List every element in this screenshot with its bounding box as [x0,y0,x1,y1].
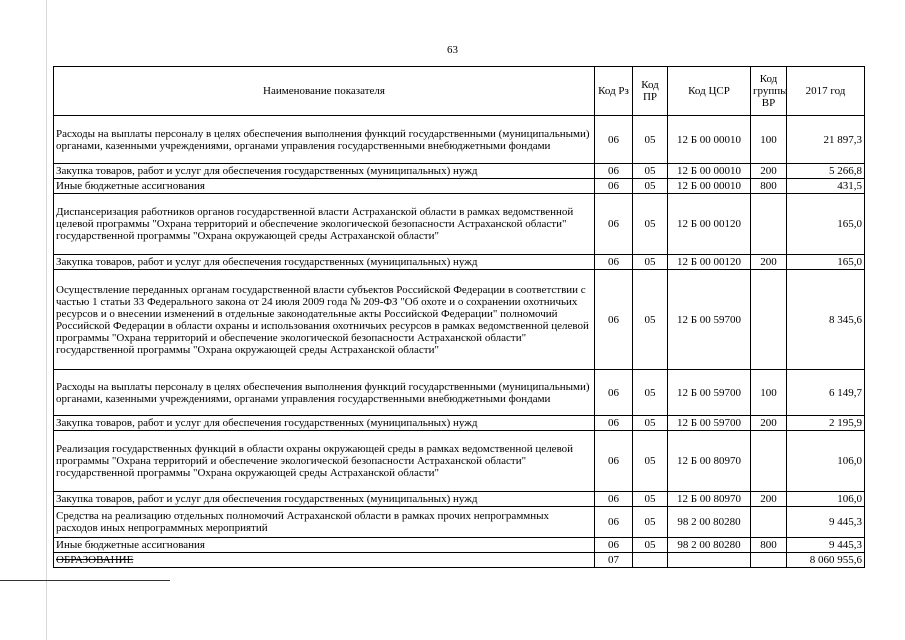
row-name: Расходы на выплаты персоналу в целях обеспечения выполнения функций государственными (муниципальными) органами, казенными учреждениями, органами управления государственными внебюджетными фондами [54,116,595,164]
table-row [54,194,865,255]
header-name: Наименование показателя [54,67,595,116]
row-vr: 100 [751,116,787,164]
row-rz: 06 [595,416,633,431]
row-vr: 200 [751,416,787,431]
row-rz: 06 [595,255,633,270]
row-amount: 165,0 [787,194,865,255]
row-csr: 12 Б 00 59700 [668,416,751,431]
row-name: Закупка товаров, работ и услуг для обеспечения государственных (муниципальных) нужд [54,255,595,270]
row-rz: 06 [595,116,633,164]
row-amount: 106,0 [787,492,865,507]
row-pr: 05 [633,270,668,370]
row-rz: 06 [595,431,633,492]
table-row [54,116,865,164]
row-pr: 05 [633,507,668,538]
table-row [54,255,865,270]
row-rz: 06 [595,507,633,538]
row-rz: 07 [595,553,633,568]
scan-margin-line [46,0,47,640]
row-pr: 05 [633,370,668,416]
row-amount: 6 149,7 [787,370,865,416]
row-vr [751,270,787,370]
row-name: Расходы на выплаты персоналу в целях обеспечения выполнения функций государственными (муниципальными) органами, казенными учреждениями, органами управления государственными внебюджетными фондами [54,370,595,416]
row-csr: 12 Б 00 59700 [668,370,751,416]
row-pr: 05 [633,255,668,270]
row-csr: 12 Б 00 00010 [668,116,751,164]
table-row [54,416,865,431]
header-csr: Код ЦСР [668,67,751,116]
row-csr: 12 Б 00 80970 [668,492,751,507]
table-row [54,164,865,179]
table-row [54,492,865,507]
row-rz: 06 [595,492,633,507]
page-number: 63 [447,44,458,56]
row-pr: 05 [633,179,668,194]
row-pr: 05 [633,194,668,255]
row-csr: 12 Б 00 00120 [668,255,751,270]
row-vr [751,553,787,568]
row-vr [751,431,787,492]
row-name: Закупка товаров, работ и услуг для обеспечения государственных (муниципальных) нужд [54,416,595,431]
table-row [54,538,865,553]
row-amount: 9 445,3 [787,538,865,553]
row-csr: 12 Б 00 00010 [668,179,751,194]
row-rz: 06 [595,538,633,553]
table-row [54,179,865,194]
row-csr: 12 Б 00 80970 [668,431,751,492]
row-csr: 98 2 00 80280 [668,538,751,553]
row-vr: 200 [751,255,787,270]
header-rz: Код Рз [595,67,633,116]
row-pr: 05 [633,492,668,507]
row-rz: 06 [595,370,633,416]
row-name [54,553,595,568]
table-row [54,370,865,416]
row-name: Средства на реализацию отдельных полномочий Астраханской области в рамках прочих непрограммных расходов иных непрограммных мероприятий [54,507,595,538]
row-name: Закупка товаров, работ и услуг для обеспечения государственных (муниципальных) нужд [54,492,595,507]
table-row [54,507,865,538]
row-name: Иные бюджетные ассигнования [54,179,595,194]
table-header-row [54,67,865,116]
row-csr: 98 2 00 80280 [668,507,751,538]
budget-table [53,66,865,568]
row-amount: 2 195,9 [787,416,865,431]
row-amount: 106,0 [787,431,865,492]
row-name: Иные бюджетные ассигнования [54,538,595,553]
table-row [54,553,865,568]
row-amount: 9 445,3 [787,507,865,538]
row-name-text: ОБРАЗОВАНИЕ [56,554,134,566]
row-name: Диспансеризация работников органов государственной власти Астраханской области в рамках ведомственной целевой программы "Охрана территорий и обеспечение экологической безопасности Астраханской области" государственной программы "Охрана окружающей среды Астраханской области" [54,194,595,255]
row-amount: 21 897,3 [787,116,865,164]
table-row [54,431,865,492]
header-year: 2017 год [787,67,865,116]
row-rz: 06 [595,194,633,255]
header-vr: Код группы ВР [751,67,787,116]
row-pr: 05 [633,116,668,164]
row-amount: 431,5 [787,179,865,194]
row-amount: 165,0 [787,255,865,270]
row-vr: 100 [751,370,787,416]
row-csr [668,553,751,568]
row-csr: 12 Б 00 00010 [668,164,751,179]
table-row [54,270,865,370]
row-pr [633,553,668,568]
row-vr: 800 [751,538,787,553]
row-vr [751,507,787,538]
row-name: Реализация государственных функций в области охраны окружающей среды в рамках ведомственной целевой программы "Охрана территорий и обеспечение экологической безопасности Астраханской области" государственной программы "Охрана окружающей среды Астраханской области" [54,431,595,492]
row-vr: 800 [751,179,787,194]
row-pr: 05 [633,164,668,179]
row-pr: 05 [633,416,668,431]
header-pr: Код ПР [633,67,668,116]
row-name: Закупка товаров, работ и услуг для обеспечения государственных (муниципальных) нужд [54,164,595,179]
row-amount: 8 345,6 [787,270,865,370]
row-amount: 5 266,8 [787,164,865,179]
row-amount: 8 060 955,6 [787,553,865,568]
row-vr: 200 [751,492,787,507]
row-rz: 06 [595,164,633,179]
row-pr: 05 [633,431,668,492]
row-csr: 12 Б 00 59700 [668,270,751,370]
row-csr: 12 Б 00 00120 [668,194,751,255]
row-vr [751,194,787,255]
scan-artifact-line [0,580,170,581]
row-pr: 05 [633,538,668,553]
row-vr: 200 [751,164,787,179]
row-name: Осуществление переданных органам государственной власти субъектов Российской Федерации в соответствии с частью 1 статьи 33 Федерального закона от 24 июля 2009 года № 209-ФЗ "Об охоте и о сохранении охотничьих ресурсов и о внесении изменений в отдельные законодательные акты Российской Федерации" полномочий Российской Федерации в области охраны и использования охотничьих ресурсов в рамках ведомственной целевой программы "Охрана территорий и обеспечение экологической безопасности Астраханской области" государственной программы "Охрана окружающей среды Астраханской области" [54,270,595,370]
row-rz: 06 [595,179,633,194]
row-rz: 06 [595,270,633,370]
